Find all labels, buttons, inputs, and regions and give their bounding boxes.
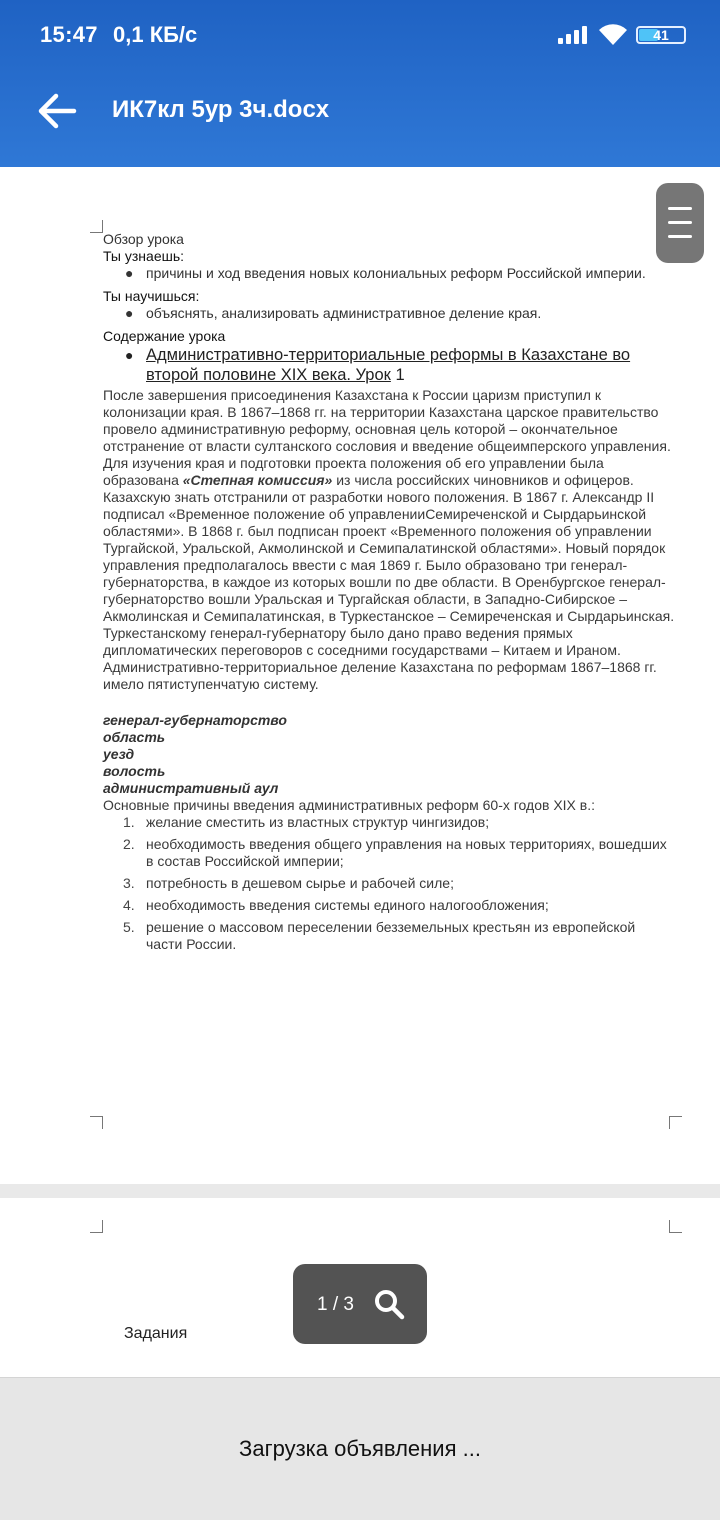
reason-item <box>103 836 675 870</box>
document-viewer[interactable] <box>0 167 720 1377</box>
list-item-text: причины и ход введения новых колониальных реформ Российской империи. <box>146 265 646 281</box>
list-item-text: объяснять, анализировать административное деление края. <box>146 305 542 321</box>
term-item: область <box>103 729 166 745</box>
paragraph-2-rest: из числа российских чиновников и офицеров. Казахскую знать отстранили от разработки нового положения. В 1867 г. Александр II подписал «Временное положение об управленииСемиреченской и Сырдарьинской областями». В 1868 г. был подписан проект «Временного положения об управлении Тургайской, Уральской, Акмолинской и Семипалатинской областями». Новый порядок управления предполагалось ввести с мая 1869 г. Было образовано три генерал-губернаторства, в каждое из которых вошли по две области. В Оренбургское генерал-губернаторство вошли Уральская и Тургайская области, в Западно-Сибирское – Акмолинская и Семипалатинская, в Туркестанское – Семиреченская и Сырдарьинская. Туркестанскому генерал-губернатору было дано право ведения прямых дипломатических переговоров с соседними государствами – Китаем и Ираном. Административно-территориальное деление Казахстана по реформам 1867–1868 гг. имело пятиступенчатую систему. <box>103 472 675 692</box>
search-icon[interactable] <box>373 1288 405 1320</box>
paragraph-2 <box>103 455 675 693</box>
list-item <box>103 305 675 322</box>
reason-number: 5. <box>123 919 135 935</box>
document-content <box>103 231 675 958</box>
you-learn-heading: Ты узнаешь: <box>103 248 185 264</box>
reason-text: решение о массовом переселении безземельных крестьян из европейской части России. <box>146 919 636 952</box>
reason-item <box>103 897 675 914</box>
list-item <box>103 345 675 385</box>
bullet-icon: ● <box>125 305 134 321</box>
bullet-icon: ● <box>125 265 134 281</box>
arrow-left-icon[interactable] <box>30 86 84 136</box>
document-page-1 <box>0 167 720 1184</box>
ad-banner[interactable] <box>0 1377 720 1520</box>
reason-number: 3. <box>123 875 135 891</box>
reason-text: необходимость введения системы единого налогообложения; <box>146 897 549 913</box>
page-corner-mark <box>90 1116 103 1129</box>
battery-level: 41 <box>653 27 669 43</box>
network-speed: 0,1 КБ/с <box>113 22 198 47</box>
bullet-icon: ● <box>125 347 134 363</box>
list-item <box>103 265 675 282</box>
status-time: 15:47 <box>40 22 98 47</box>
term-item: административный аул <box>103 780 279 796</box>
page-indicator[interactable] <box>293 1264 427 1344</box>
ad-loading-text: Загрузка объявления ... <box>239 1436 481 1461</box>
reason-item <box>103 919 675 953</box>
menu-icon <box>668 221 692 224</box>
overview-heading: Обзор урока <box>103 231 184 247</box>
reason-item <box>103 875 675 892</box>
reason-number: 4. <box>123 897 135 913</box>
page-corner-mark <box>669 1220 682 1233</box>
reason-number: 2. <box>123 836 135 852</box>
reasons-title: Основные причины введения административных реформ 60-х годов XIX в.: <box>103 797 595 813</box>
signal-icon <box>558 26 590 44</box>
reason-text: потребность в дешевом сырье и рабочей силе; <box>146 875 454 891</box>
page2-heading: Задания <box>124 1325 188 1342</box>
page-corner-mark <box>90 220 103 233</box>
reason-text: желание сместить из властных структур чингизидов; <box>146 814 490 830</box>
paragraph-1: После завершения присоединения Казахстана к России царизм приступил к колонизации края. В 1867–1868 гг. на территории Казахстана царское правительство провело административную реформу, основная цель которой – окончательное отстранение от власти султанского сословия и введение общеимперского управления. <box>103 387 671 454</box>
menu-icon <box>668 235 692 238</box>
term-item: волость <box>103 763 166 779</box>
page-count: 1 / 3 <box>317 1294 354 1315</box>
menu-icon <box>668 207 692 210</box>
admin-levels-list <box>103 712 675 797</box>
battery-icon <box>636 26 686 44</box>
reason-text: необходимость введения общего управления на новых территориях, вошедших в состав Российской империи; <box>146 836 667 869</box>
reason-number: 1. <box>123 814 135 830</box>
app-bar <box>0 0 720 167</box>
lesson-link[interactable]: Административно-территориальные реформы в Казахстане во второй половине XIX века. Урок <box>146 346 631 384</box>
you-can-heading: Ты научишься: <box>103 288 200 304</box>
page-corner-mark <box>669 1116 682 1129</box>
paragraph-2-start: Для изучения края и подготовки проекта положения об его управлении была образована <box>103 455 604 488</box>
document-title: ИК7кл 5ур 3ч.docx <box>112 96 330 123</box>
wifi-icon <box>598 22 628 46</box>
steppe-commission-term: «Степная комиссия» <box>182 472 333 488</box>
lesson-number: 1 <box>395 366 405 384</box>
term-item: уезд <box>103 746 135 762</box>
page-corner-mark <box>90 1220 103 1233</box>
term-item: генерал-губернаторство <box>103 712 287 728</box>
content-heading: Содержание урока <box>103 328 226 344</box>
menu-button[interactable] <box>656 183 704 263</box>
reason-item <box>103 814 675 831</box>
status-bar <box>0 0 720 70</box>
